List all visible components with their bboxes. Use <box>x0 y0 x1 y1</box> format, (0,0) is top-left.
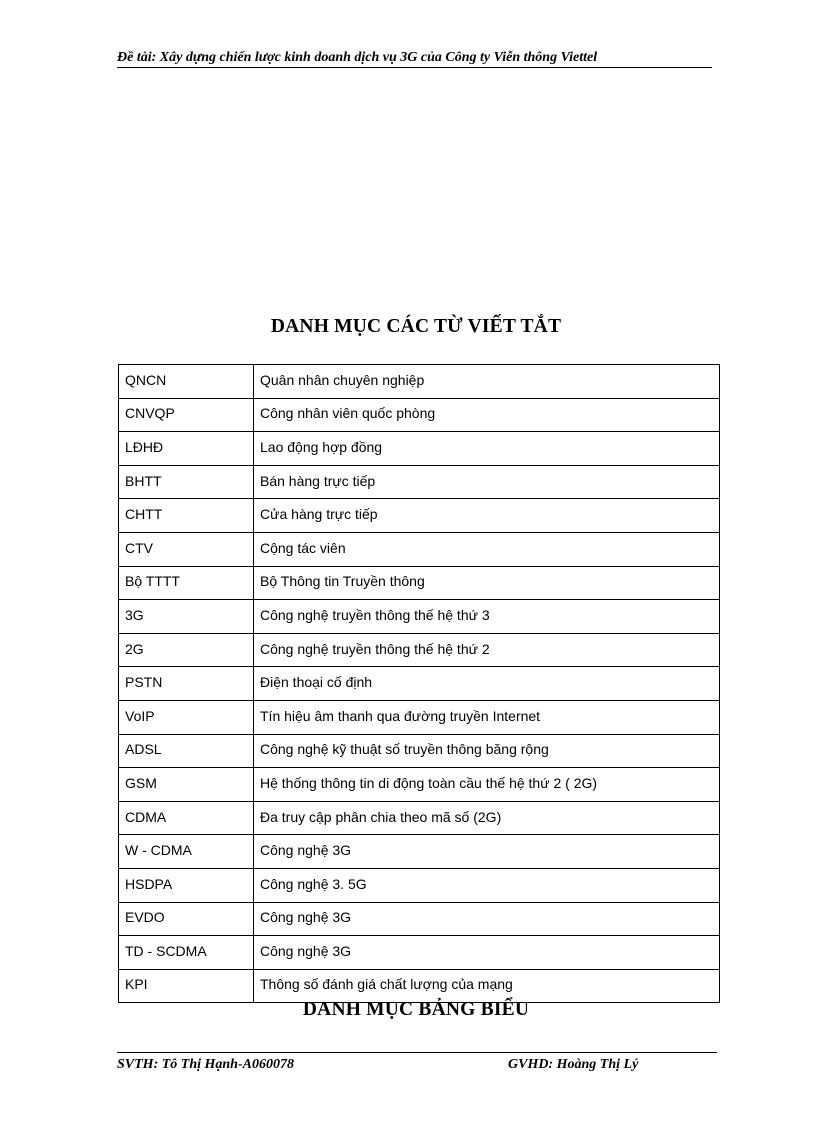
abbreviation-cell: CDMA <box>119 801 254 835</box>
meaning-cell: Bán hàng trực tiếp <box>254 465 720 499</box>
page-header: Đề tài: Xây dựng chiến lược kinh doanh dịch vụ 3G của Công ty Viễn thông Viettel <box>117 50 712 68</box>
table-row <box>119 902 720 936</box>
abbreviation-cell: TD - SCDMA <box>119 936 254 970</box>
meaning-cell: Điện thoại cố định <box>254 667 720 701</box>
table-row <box>119 801 720 835</box>
abbreviation-cell: CHTT <box>119 499 254 533</box>
meaning-cell: Công nhân viên quốc phòng <box>254 398 720 432</box>
meaning-cell: Cửa hàng trực tiếp <box>254 499 720 533</box>
abbreviation-cell: PSTN <box>119 667 254 701</box>
table-row <box>119 566 720 600</box>
abbreviations-title: DANH MỤC CÁC TỪ VIẾT TẮT <box>270 316 562 337</box>
table-row <box>119 868 720 902</box>
abbreviation-cell: 3G <box>119 600 254 634</box>
tables-list-title: DANH MỤC BẢNG BIỂU <box>302 999 530 1020</box>
meaning-cell: Công nghệ 3G <box>254 936 720 970</box>
meaning-cell: Đa truy cập phân chia theo mã số (2G) <box>254 801 720 835</box>
abbreviation-cell: BHTT <box>119 465 254 499</box>
meaning-cell: Quân nhân chuyên nghiệp <box>254 365 720 399</box>
footer-divider <box>117 1052 717 1053</box>
abbreviation-cell: KPI <box>119 969 254 1003</box>
table-row <box>119 600 720 634</box>
meaning-cell: Công nghệ kỹ thuật số truyền thông băng rộng <box>254 734 720 768</box>
table-row <box>119 734 720 768</box>
table-row <box>119 365 720 399</box>
meaning-cell: Bộ Thông tin Truyền thông <box>254 566 720 600</box>
abbreviation-cell: CTV <box>119 532 254 566</box>
table-row <box>119 768 720 802</box>
meaning-cell: Tín hiệu âm thanh qua đường truyền Internet <box>254 700 720 734</box>
table-row <box>119 499 720 533</box>
meaning-cell: Công nghệ truyền thông thế hệ thứ 2 <box>254 633 720 667</box>
footer-student: SVTH: Tô Thị Hạnh-A060078 <box>117 1057 294 1072</box>
abbreviation-cell: QNCN <box>119 365 254 399</box>
meaning-cell: Công nghệ 3. 5G <box>254 868 720 902</box>
meaning-cell: Công nghệ 3G <box>254 902 720 936</box>
meaning-cell: Công nghệ truyền thông thế hệ thứ 3 <box>254 600 720 634</box>
abbreviation-cell: Bộ TTTT <box>119 566 254 600</box>
meaning-cell: Hệ thống thông tin di động toàn cầu thế hệ thứ 2 ( 2G) <box>254 768 720 802</box>
abbreviation-cell: 2G <box>119 633 254 667</box>
table-row <box>119 667 720 701</box>
abbreviations-table <box>118 364 720 1003</box>
abbreviation-cell: HSDPA <box>119 868 254 902</box>
table-row <box>119 633 720 667</box>
table-row <box>119 700 720 734</box>
table-row <box>119 835 720 869</box>
abbreviation-cell: CNVQP <box>119 398 254 432</box>
table-row <box>119 532 720 566</box>
table-row <box>119 465 720 499</box>
footer-advisor: GVHD: Hoàng Thị Lý <box>508 1057 639 1072</box>
meaning-cell: Lao động hợp đồng <box>254 432 720 466</box>
abbreviation-cell: VoIP <box>119 700 254 734</box>
abbreviation-cell: EVDO <box>119 902 254 936</box>
table-row <box>119 936 720 970</box>
table-row <box>119 432 720 466</box>
table-row <box>119 398 720 432</box>
abbreviation-cell: W - CDMA <box>119 835 254 869</box>
meaning-cell: Cộng tác viên <box>254 532 720 566</box>
abbreviation-cell: GSM <box>119 768 254 802</box>
abbreviation-cell: ADSL <box>119 734 254 768</box>
table-row <box>119 969 720 1003</box>
abbreviation-cell: LĐHĐ <box>119 432 254 466</box>
meaning-cell: Công nghệ 3G <box>254 835 720 869</box>
meaning-cell: Thông số đánh giá chất lượng của mạng <box>254 969 720 1003</box>
